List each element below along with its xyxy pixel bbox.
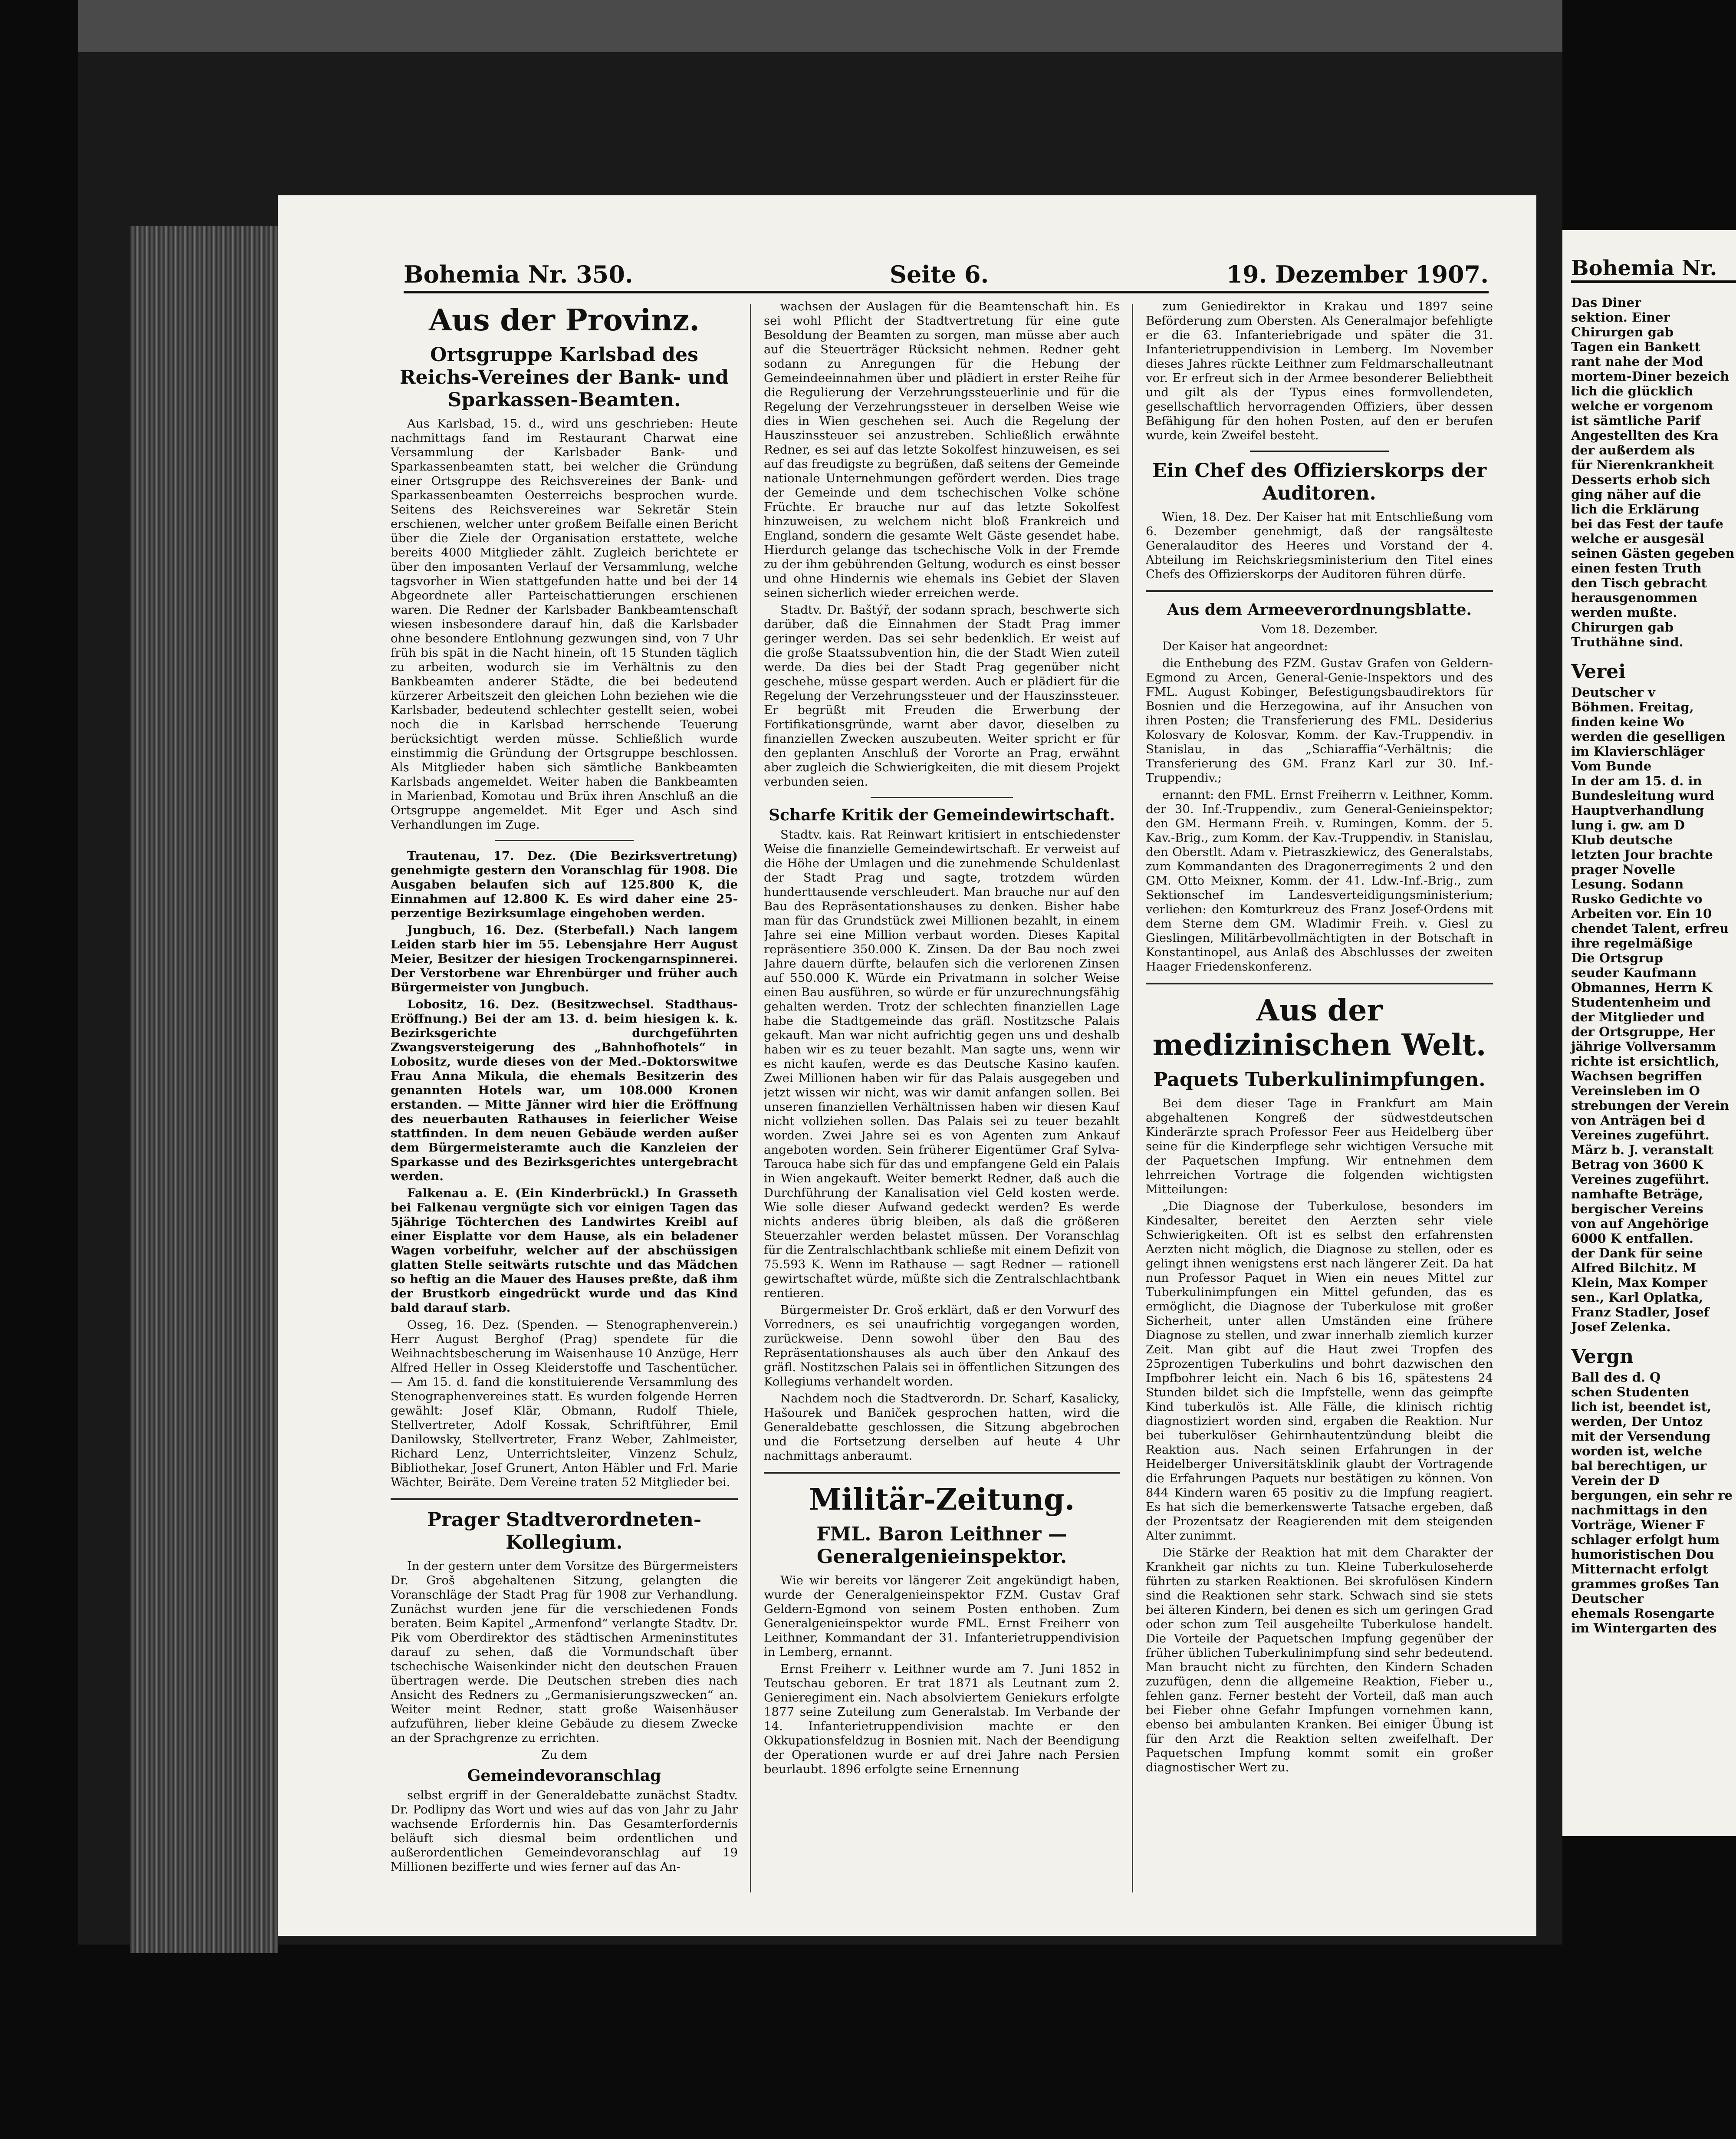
adjacent-text-line: herausgenommen [1571, 590, 1698, 605]
adjacent-text-line: von auf Angehörige [1571, 1216, 1709, 1231]
adjacent-text-line: Chirurgen gab [1571, 325, 1674, 339]
adjacent-text-line: im Wintergarten des [1571, 1621, 1717, 1636]
adjacent-text-line: jährige Vollversamm [1571, 1039, 1716, 1054]
adjacent-text-line: 6000 K entfallen. [1571, 1231, 1693, 1246]
article-title-leithner: FML. Baron Leithner — Generalgenieinspektor. [816, 1523, 1067, 1568]
adjacent-text-line: Chirurgen gab [1571, 620, 1674, 635]
adjacent-text-line: bal berechtigen, ur [1571, 1458, 1707, 1473]
article-paragraph: selbst ergriff in der Generaldebatte zunächst Stadtv. Dr. Podlipny das Wort und wies auf das von Jahr zu Jahr wachsende Erfordernis hin. Das Gesamterfordernis beläuft sich diesmal beim ordentlichen und außerordentlichen Gemeindevoranschlag auf 19 Millionen bezifferte und wies ferner auf das An- [391, 1788, 738, 1874]
adjacent-text-line: lich ist, beendet ist, [1571, 1399, 1712, 1414]
local-news-paragraph: Osseg, 16. Dez. (Spenden. — Stenographenverein.) Herr August Berghof (Prag) spendete für die Weihnachtsbescherung im Waisenhause 10 Anzüge, Herr Alfred Heller in Osseg Kleiderstoffe und Taschentücher. — Am 15. d. fand die konstituierende Versammlung des Stenographenvereines statt. Es wurden folgende Herren gewählt: Josef Klär, Obmann, Rudolf Thiele, Stellvertreter, Adolf Kossak, Schriftführer, Emil Danilowsky, Stellvertreter, Franz Weber, Zahlmeister, Richard Lenz, Unterrichtsleiter, Vinzenz Schulz, Bibliothekar, Josef Grunert, Anton Häbler und Frl. Marie Wächter, Beiräte. Dem Vereine traten 52 Mitglieder bei. [391, 1318, 738, 1489]
article-paragraph: die Enthebung des FZM. Gustav Grafen von Geldern-Egmond zu Arcen, General-Genie-Inspektors und des FML. August Kobinger, Befestigungsbaudirektors für Bosnien und die Herzegowina, auf ihr Ansuchen von ihren Posten; die Transferierung des FML. Desiderius Kolosvary de Kolosvar, Komm. der Kav.-Truppendiv. in Stanislau, in das „Schiaraffia“-Verhältnis; die Transferierung des GM. Franz Karl zur 30. Inf.-Truppendiv.; [1146, 656, 1493, 785]
adjacent-text-line: werden, Der Untoz [1571, 1414, 1703, 1429]
article-paragraph: Stadtv. kais. Rat Reinwart kritisiert in entschiedenster Weise die finanzielle Gemeindewirtschaft. Er verweist auf die Höhe der Umlagen und die zunehmende Schuldenlast der Stadt Prag und sagte, trotzdem würden hunderttausende verschleudert. Man brauche nur auf den Bau des Repräsentationshauses zu denken. Bisher habe man für das Grundstück zwei Millionen bezahlt, in einem Jahre sei eine Million verbaut worden. Dieses Kapital repräsentiere 350.000 K. Zinsen. Da der Bau noch zwei Jahre dauern dürfte, belaufen sich die verlorenen Zinsen auf 550.000 K. Würde ein Privatmann in solcher Weise einen Bau ausführen, so würde er für unzurechnungsfähig gehalten werden. Trotz der schlechten finanziellen Lage habe die Stadtgemeinde das gräfl. Nostitzsche Palais gekauft. Man war nicht aufrichtig gegen uns und deshalb haben wir es zu teuer bezahlt. Man sagte uns, wenn wir es nicht kaufen, werde es das Deutsche Kasino kaufen. Zwei Millionen haben wir für das Palais ausgegeben und jetzt wissen wir nicht, was wir damit anfangen sollen. Bei unseren finanziellen Verhältnissen haben wir diesen Kauf nicht vollziehen sollen. Das Palais sei zu teuer bezahlt worden. Zwei Jahre sei es von Agenten zum Ankauf angeboten worden. Sein früherer Eigentümer Graf Sylva-Tarouca habe sich für das und empfangene Geld ein Palais in Wien angekauft. Weiter bemerkt Redner, daß auch die Durchführung der Kanalisation viel Geld kosten werde. Wie solle dieser Aufwand gedeckt werden? Es werde nichts anderes übrig bleiben, als daß die größeren Steuerzahler werden belastet müssen. Der Voranschlag für die Zentralschlachtbank schließe mit einem Defizit von 75.593 K. Wenn im Rathause — sagt Redner — rationell gewirtschaftet würde, müßte sich die Zentralschlachtbank rentieren. [764, 828, 1120, 1300]
separator [495, 840, 634, 841]
adjacent-text-line: finden keine Wo [1571, 714, 1684, 729]
article-date: Vom 18. Dezember. [1261, 622, 1378, 636]
article-title-armeeverordnungsblatt: Aus dem Armeeverordnungsblatte. [1167, 601, 1472, 619]
column-rule [750, 304, 751, 1892]
adjacent-text-line: Mitternacht erfolgt [1571, 1562, 1708, 1576]
separator [1146, 590, 1493, 592]
adjacent-text-line: chendet Talent, erfreu [1571, 921, 1729, 936]
adjacent-text-line: namhafte Beträge, [1571, 1187, 1703, 1201]
adjacent-text-line: sen., Karl Oplatka, [1571, 1290, 1703, 1305]
article-paragraph: Wien, 18. Dez. Der Kaiser hat mit Entschließung vom 6. Dezember genehmigt, daß der rangsälteste Generalauditor des Heeres und Vorstand der 4. Abteilung im Reichskriegsministerium den Titel eines Chefs des Offizierskorps der Auditoren führen dürfe. [1146, 510, 1493, 581]
article-paragraph: ernannt: den FML. Ernst Freiherrn v. Leithner, Komm. der 30. Inf.-Truppendiv., zum General-Genieinspektor; den GM. Hermann Freih. v. Rumingen, Komm. der 5. Kav.-Brig., zum Komm. der Kav.-Truppendiv. in Stanislau, den Oberstlt. Adam v. Pietraszkiewicz, des Generalstabs, zum Kommandanten des Dragonerregiments 2 und den GM. Otto Meixner, Komm. der 41. Ldw.-Inf.-Brig., zum Sektionschef im Landesverteidigungsministerium; verliehen: den Komturkreuz des Franz Josef-Ordens mit dem Sterne dem GM. Wladimir Freih. v. Giesl zu Gieslingen, Militärbevollmächtigten in der Botschaft in Konstantinopel, aus Anlaß des Abschlusses der zweiten Haager Friedenskonferenz. [1146, 788, 1493, 974]
adjacent-text-line: ging näher auf die [1571, 487, 1701, 502]
adjacent-text-line: Das Diner [1571, 295, 1641, 310]
adjacent-text-line: mit der Versendung [1571, 1429, 1711, 1444]
adjacent-text-line: Tagen ein Bankett [1571, 339, 1700, 354]
adjacent-text-line: lung i. gw. am D [1571, 818, 1685, 833]
adjacent-text-line: Deutscher [1571, 1591, 1644, 1606]
adjacent-text-line: Rusko Gedichte vo [1571, 892, 1703, 906]
adjacent-text-line: der Mitglieder und [1571, 1010, 1705, 1024]
adjacent-text-line: Studentenheim und [1571, 995, 1711, 1010]
adjacent-text-line: Truthähne sind. [1571, 635, 1683, 649]
article-paragraph: Nachdem noch die Stadtverordn. Dr. Scharf, Kasalicky, Hašourek und Baniček gesprochen hatten, wird die Generaldebatte geschlossen, die Sitzung abgebrochen und die Fortsetzung derselben auf heute 4 Uhr nachmittags anberaumt. [764, 1392, 1120, 1463]
adjacent-text-line: einen festen Truth [1571, 561, 1702, 576]
adjacent-text-line: Verein der D [1571, 1473, 1660, 1488]
adjacent-text-line: den Tisch gebracht [1571, 576, 1707, 590]
adjacent-text-line: rant nahe der Mod [1571, 354, 1703, 369]
adjacent-text-line: schen Studenten [1571, 1385, 1690, 1399]
adjacent-page-text [1571, 295, 1736, 1636]
adjacent-text-line: Desserts erhob sich [1571, 472, 1710, 487]
adjacent-text-line: Betrag von 3600 K [1571, 1157, 1703, 1172]
adjacent-text-line: Böhmen. Freitag, [1571, 700, 1694, 714]
adjacent-text-line: Die Ortsgrup [1571, 951, 1663, 965]
column-2 [764, 299, 1120, 1905]
adjacent-text-line: humoristischen Dou [1571, 1547, 1714, 1562]
header-page-number: Seite 6. [890, 260, 989, 288]
adjacent-text-line: von Anträgen bei d [1571, 1113, 1705, 1128]
column-rule [1132, 304, 1133, 1892]
adjacent-text-line: grammes großes Tan [1571, 1576, 1720, 1591]
column-3 [1146, 299, 1493, 1905]
adjacent-text-line: seuder Kaufmann [1571, 965, 1697, 980]
adjacent-text-line: In der am 15. d. in [1571, 773, 1702, 788]
adjacent-text-line: März b. J. veranstalt [1571, 1142, 1714, 1157]
header-date: 19. Dezember 1907. [1226, 260, 1489, 288]
adjacent-text-line: werden mußte. [1571, 605, 1677, 620]
adjacent-text-line: bergungen, ein sehr re [1571, 1488, 1733, 1503]
adjacent-text-line: ist sämtliche Parif [1571, 413, 1700, 428]
article-paragraph: Der Kaiser hat angeordnet: [1162, 639, 1328, 653]
adjacent-text-line: Deutscher v [1571, 685, 1655, 700]
adjacent-text-line: Arbeiten vor. Ein 10 [1571, 906, 1712, 921]
adjacent-text-line: seinen Gästen gegeben [1571, 546, 1735, 561]
adjacent-text-line: Obmannes, Herrn K [1571, 980, 1712, 995]
adjacent-text-line: richte ist ersichtlich, [1571, 1054, 1720, 1069]
adjacent-text-line: Franz Stadler, Josef [1571, 1305, 1710, 1320]
adjacent-text-line: werden die geselligen [1571, 729, 1725, 744]
section-title-militaer: Militär-Zeitung. [809, 1482, 1075, 1517]
adjacent-text-line: lich die Erklärung [1571, 502, 1700, 517]
adjacent-text-line: Lesung. Sodann [1571, 877, 1684, 892]
column-1 [391, 299, 738, 1905]
adjacent-text-line: für Nierenkrankheit [1571, 457, 1714, 472]
article-paragraph: Bei dem dieser Tage in Frankfurt am Main abgehaltenen Kongreß der südwestdeutschen Kinderärzte sprach Professor Feer aus Heidelberg über seine für die Kinderpflege sehr wichtigen Versuche mit der Paquetschen Impfung. Wir entnehmen dem lehrreichen Vortrage die folgenden wichtigsten Mitteilungen: [1146, 1096, 1493, 1196]
adjacent-text-line: welche er vorgenom [1571, 398, 1713, 413]
adjacent-text-line: der außerdem als [1571, 443, 1695, 457]
book-page-edges [130, 226, 278, 1953]
adjacent-text-line: Klein, Max Komper [1571, 1275, 1707, 1290]
adjacent-text-line: der Ortsgruppe, Her [1571, 1024, 1715, 1039]
article-paragraph: Aus Karlsbad, 15. d., wird uns geschrieben: Heute nachmittags fand im Restaurant Charwat eine Versammlung der Karlsbader Bank- und Sparkassenbeamten statt, bei welcher die Gründung einer Ortsgruppe des Reichsvereines der Bank- und Sparkassenbeamten Oesterreichs besprochen wurde. Seitens des Reichsvereines war Sekretär Stein erschienen, welcher unter großem Beifalle einen Bericht über die Ziele der Organisation erstattete, welche bereits 4000 Mitglieder zählt. Zugleich berichtete er über den imposanten Verlauf der Versammlung, welche tagsvorher in Wien stattgefunden hatte und bei der 14 Abgeordnete aller Parteischattierungen erschienen waren. Die Redner der Karlsbader Bankbeamtenschaft wiesen insbesondere darauf hin, daß die Karlsbader ohne besondere Entlohnung gezwungen sind, von 7 Uhr früh bis spät in die Nacht hinein, oft 15 Stunden täglich zu arbeiten, wodurch sie im Verhältnis zu den Bankbeamten anderer Städte, die bei bedeutend kürzerer Arbeitszeit den gleichen Lohn beziehen wie die Karlsbader, bedeutend schlechter gestellt seien, wobei noch die in Karlsbad herrschende Teuerung berücksichtigt werden müsse. Schließlich wurde einstimmig die Gründung der Ortsgruppe beschlossen. Als Mitglieder haben sich sämtliche Bankbeamten Karlsbads angemeldet. Weiter haben die Bankbeamten in Marienbad, Komotau und Brüx ihren Anschluß an die Ortsgruppe angemeldet. Mit Eger und Asch sind Verhandlungen im Zuge. [391, 417, 738, 832]
adjacent-text-line: im Klavierschläger [1571, 744, 1705, 759]
article-paragraph: Stadtv. Dr. Baštýř, der sodann sprach, beschwerte sich darüber, daß die Einnahmen der Stadt Prag immer geringer werden. Das sei sehr bedenklich. Er weist auf die große Staatssubvention hin, die der Stadt Wien zuteil werde. Da dies bei der Stadt Prag gegenüber nicht geschehe, müsse gespart werden. Auch er plädiert für die Regelung der Verzehrungssteuer und der Hauszinssteuer. Er begrüßt mit Freuden die Erwerbung der Fortifikationsgründe, warnt aber davor, dieselben zu finanziellen Zwecken auszubeuten. Weiter spricht er für den geplanten Anschluß der Vororte an Prag, erwähnt aber zugleich die Schwierigkeiten, die mit diesem Projekt verbunden seien. [764, 603, 1120, 789]
adjacent-text-line: mortem-Diner bezeich [1571, 369, 1729, 384]
adjacent-text-line: prager Novelle [1571, 862, 1676, 877]
adjacent-text-line: Vorträge, Wiener F [1571, 1517, 1705, 1532]
adjacent-text-line: bergischer Vereins [1571, 1201, 1703, 1216]
separator [871, 797, 1013, 798]
article-paragraph: In der gestern unter dem Vorsitze des Bürgermeisters Dr. Groš abgehaltenen Sitzung, gelangten die Voranschläge der Stadt Prag für 1908 zur Verhandlung. Zunächst wurden jene für die verschiedenen Fonds beraten. Beim Kapitel „Armenfond“ verlangte Stadtv. Dr. Pik vom Oberdirektor des städtischen Armeninstitutes darauf zu sehen, daß die Vormundschaft über tschechische Waisenkinder nicht den deutschen Frauen übertragen werde. Die Deutschen streben dies nach Ansicht des Redners zu „Germanisierungszwecken“ an. Weiter meint Redner, statt große Waisenhäuser aufzuführen, lieber kleine Gebäude zu diesem Zwecke an der Sprachgrenze zu errichten. [391, 1559, 738, 1745]
local-news-paragraph: Lobositz, 16. Dez. (Besitzwechsel. Stadthaus-Eröffnung.) Bei der am 13. d. beim hiesigen k. k. Bezirksgerichte durchgeführten Zwangsversteigerung des „Bahnhofhotels“ in Lobositz, wurde dieses von der Med.-Doktorswitwe Frau Anna Mikula, die ehemals Besitzerin des genannten Hotels war, um 108.000 Kronen erstanden. — Mitte Jänner wird hier die Eröffnung des neuerbauten Rathauses in feierlicher Weise stattfinden. In dem neuen Gebäude werden außer dem Bürgermeisteramte auch die Kanzleien der Sparkasse und des Bezirksgerichtes untergebracht werden. [391, 997, 738, 1183]
adjacent-text-line: welche er ausgesäl [1571, 531, 1704, 546]
adjacent-text-line: Klub deutsche [1571, 833, 1673, 847]
adjacent-page-fragment [1562, 230, 1736, 1836]
article-paragraph: Die Stärke der Reaktion hat mit dem Charakter der Krankheit gar nichts zu tun. Kleine Tuberkuloseherde führten zu starken Reaktionen. Bei skrofulösen Kindern sind die Reaktionen sehr stark. Schwach sind sie stets bei älteren Kindern, bei denen es sich um geringen Grad oder schon zum Teil ausgeheilte Tuberkulose handelt. Die Vorteile der Paquetschen Impfung gegenüber der früher üblichen Tuberkulinimpfung sind sehr bedeutend. Man braucht nicht zu fürchten, den Kindern Schaden zuzufügen, denn die allgemeine Reaktion, Fieber u., fehlen ganz. Ferner besteht der Vorteil, daß man auch bei Fieber ohne Gefahr Impfungen vornehmen kann, ebenso bei ambulanten Kranken. Bei einiger Übung ist für den Arzt die Reaktion selten zweifelhaft. Der Paquetschen Impfung kommt somit ein großer diagnostischer Wert zu. [1146, 1546, 1493, 1774]
article-paragraph: zum Geniedirektor in Krakau und 1897 seine Beförderung zum Obersten. Als Generalmajor befehligte er die 63. Infanteriebrigade und später die 31. Infanterietruppendivision in Lemberg. Im November dieses Jahres rückte Leithner zum Feldmarschalleutnant vor. Er erfreut sich in der Armee besonderer Beliebtheit und gilt als der Typus eines formvollendeten, gesellschaftlich hervorragenden Offiziers, über dessen Befähigung für den hohen Posten, auf den er berufen wurde, kein Zweifel besteht. [1146, 299, 1493, 442]
page-header [404, 256, 1489, 293]
adjacent-text-line: Vereines zugeführt. [1571, 1172, 1710, 1187]
adjacent-text-line: worden ist, welche [1571, 1444, 1703, 1458]
adjacent-text-line: lich die glücklich [1571, 384, 1693, 398]
adjacent-text-line: Hauptverhandlung [1571, 803, 1704, 818]
article-paragraph: wachsen der Auslagen für die Beamtenschaft hin. Es sei wohl Pflicht der Stadtvertretung für eine gute Besoldung der Beamten zu sorgen, man müsse aber auch auf die Steuerträger Rücksicht nehmen. Redner geht sodann zu Anregungen für die Hebung der Gemeindeeinnahmen über und plädiert in erster Reihe für die Regulierung der Verzehrungssteuerlinie und für die Regelung der Verzehrungssteuer in derselben Weise wie dies in Wien geschehen sei. Auch die Regelung der Hauszinssteuer sei anzustreben. Schließlich erwähnte Redner, es sei auf das letzte Sokolfest hinzuweisen, es sei auf das freudigste zu begrüßen, daß seitens der Gemeinde nationale Unternehmungen gefördert werden. Dies trage der Gemeinde und dem tschechischen Volke schöne Früchte. Er brauche nur auf das letzte Sokolfest hinzuweisen, zu welchem nicht bloß Frankreich und England, sondern die gesamte Welt Gäste gesendet habe. Hierdurch gelange das tschechische Volk in der Fremde zu der ihm gebührenden Geltung, wodurch es einst besser und ohne Hindernis wie ehemals ins Gebiet der Slaven seinen sicherlich wieder erreichen werde. [764, 299, 1120, 600]
section-title-medizin: Aus der medizinischen Welt. [1152, 993, 1486, 1063]
local-news-paragraph: Falkenau a. E. (Ein Kinderbrückl.) In Grasseth bei Falkenau vergnügte sich vor einigen Tagen das 5jährige Töchterchen des Landwirtes Kreibl auf einer Eisplatte vor dem Hause, als ein beladener Wagen vorbeifuhr, welcher auf der abschüssigen glatten Stelle seitwärts rutschte und das Mädchen so heftig an die Mauer des Hauses preßte, daß ihm der Brustkorb eingedrückt wurde und das Kind bald darauf starb. [391, 1186, 738, 1315]
adjacent-text-line: Angestellten des Kra [1571, 428, 1719, 443]
adjacent-text-line: ihre regelmäßige [1571, 936, 1693, 951]
adjacent-heading: Vergn [1571, 1346, 1634, 1368]
separator [764, 1472, 1120, 1474]
adjacent-text-line: Alfred Bilchitz. M [1571, 1260, 1697, 1275]
article-paragraph: Zu dem [541, 1748, 587, 1762]
header-title: Bohemia Nr. 350. [404, 260, 633, 288]
adjacent-text-line: letzten Jour brachte [1571, 847, 1713, 862]
section-title-provinz: Aus der Provinz. [429, 303, 700, 338]
separator [1146, 983, 1493, 984]
adjacent-text-line: bei das Fest der taufe [1571, 517, 1723, 531]
article-paragraph: Ernst Freiherr v. Leithner wurde am 7. Juni 1852 in Teutschau geboren. Er trat 1871 als Leutnant zum 2. Genieregiment ein. Nach absolviertem Geniekurs erfolgte 1877 seine Zuteilung zum Generalstab. Im Verbande der 14. Infanterietruppendivision machte er den Okkupationsfeldzug in Bosnien mit. Nach der Beendigung der Operationen wurde er auf drei Jahre nach Persien beurlaubt. 1896 erfolgte seine Ernennung [764, 1662, 1120, 1776]
article-title-stadtverordneten: Prager Stadtverordneten-Kollegium. [427, 1509, 702, 1553]
newspaper-page [278, 195, 1536, 1936]
local-news-paragraph: Trautenau, 17. Dez. (Die Bezirksvertretung) genehmigte gestern den Voranschlag für 1908. Die Ausgaben belaufen sich auf 125.800 K, die Einnahmen auf 12.800 K. Es wird daher eine 25-perzentige Bezirksumlage eingehoben werden. [391, 849, 738, 920]
separator [1250, 451, 1389, 452]
adjacent-page-header: Bohemia Nr. [1571, 256, 1736, 283]
article-paragraph: „Die Diagnose der Tuberkulose, besonders im Kindesalter, bereitet den Aerzten sehr viele Schwierigkeiten. Oft ist es selbst den erfahrensten Aerzten nicht möglich, die Diagnose zu stellen, oder es gelingt ihnen wenigstens erst nach längerer Zeit. Da hat nun Professor Paquet in Wien ein neues Mittel zur Tuberkulinimpfungen ein Mittel gefunden, das es ermöglicht, die Diagnose der Tuberkulose mit großer Sicherheit, unter allen Umständen eine frühere Diagnose zu stellen, und zwar innerhalb ziemlich kurzer Zeit. Man gibt auf die Haut zwei Tropfen des 25prozentigen Tuberkulins und bohrt dazwischen den Impfbohrer leicht ein. Nach 6 bis 16, spätestens 24 Stunden bildet sich die Impfstelle, wenn das geimpfte Kind tuberkulös ist. Alle Fälle, die klinisch richtig diagnostiziert worden sind, ergaben die Reaktion. Nur bei tuberkulöser Gehirnhautentzündung bleibt die Reaktion aus. Nach seinen Erfahrungen in der Heidelberger Universitätsklinik glaubt der Vortragende die Erfahrungen Paquets nur bestätigen zu können. Von 844 Kindern waren 65 positiv zu die Impfung reagiert. Es hat sich die bemerkenswerte Tatsache ergeben, daß der Prozentsatz der Reagierenden mit dem steigenden Alter zunimmt. [1146, 1199, 1493, 1543]
article-title-karlsbad: Ortsgruppe Karlsbad des Reichs-Vereines der Bank- und Sparkassen-Beamten. [400, 344, 729, 411]
local-news-paragraph: Jungbuch, 16. Dez. (Sterbefall.) Nach langem Leiden starb hier im 55. Lebensjahre Herr August Meier, Besitzer der hiesigen Trockengarnspinnerei. Der Verstorbene war Ehrenbürger und früher auch Bürgermeister von Jungbuch. [391, 923, 738, 994]
article-subhead: Gemeindevoranschlag [467, 1767, 661, 1785]
adjacent-text-line: Vom Bunde [1571, 759, 1652, 773]
adjacent-text-line: sektion. Einer [1571, 310, 1670, 325]
adjacent-text-line: Josef Zelenka. [1571, 1320, 1671, 1334]
adjacent-text-line: der Dank für seine [1571, 1246, 1703, 1260]
adjacent-text-line: strebungen der Verein [1571, 1098, 1729, 1113]
article-paragraph: Bürgermeister Dr. Groš erklärt, daß er den Vorwurf des Vorredners, es sei unaufrichtig vorgegangen worden, zurückweise. Denn sowohl über den Bau des Repräsentationshauses als auch über den Ankauf des gräfl. Nostitzschen Palais sei in öffentlichen Sitzungen des Kollegiums verhandelt worden. [764, 1303, 1120, 1389]
separator [391, 1498, 738, 1500]
adjacent-text-line: schlager erfolgt hum [1571, 1532, 1720, 1547]
adjacent-text-line: Vereines zugeführt. [1571, 1128, 1710, 1142]
adjacent-text-line: Vereinsleben im O [1571, 1083, 1700, 1098]
article-title-auditoren: Ein Chef des Offizierskorps der Auditoren. [1152, 460, 1487, 504]
adjacent-text-line: ehemals Rosengarte [1571, 1606, 1715, 1621]
adjacent-text-line: Wachsen begriffen [1571, 1069, 1703, 1083]
adjacent-heading: Verei [1571, 661, 1626, 683]
article-title-paquet: Paquets Tuberkulinimpfungen. [1153, 1069, 1486, 1091]
adjacent-text-line: nachmittags in den [1571, 1503, 1708, 1517]
article-title-kritik: Scharfe Kritik der Gemeindewirtschaft. [769, 806, 1115, 824]
article-paragraph: Wie wir bereits vor längerer Zeit angekündigt haben, wurde der Generalgenieinspektor FZM. Gustav Graf Geldern-Egmond von seinem Posten enthoben. Zum Generalgenieinspektor wurde FML. Ernst Freiherr von Leithner, Kommandant der 31. Infanterietruppendivision in Lemberg, ernannt. [764, 1573, 1120, 1659]
adjacent-text-line: Ball des d. Q [1571, 1370, 1661, 1385]
adjacent-text-line: Bundesleitung wurd [1571, 788, 1714, 803]
